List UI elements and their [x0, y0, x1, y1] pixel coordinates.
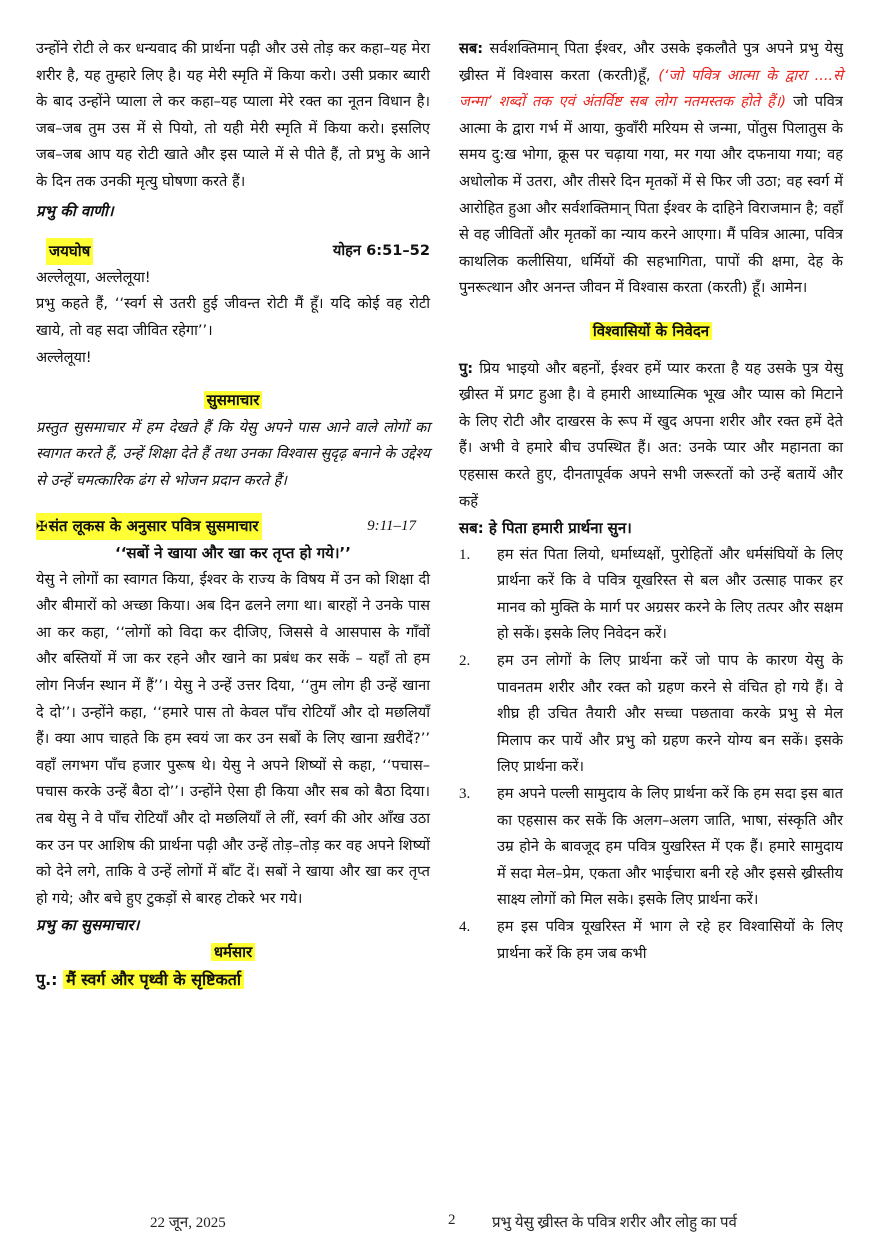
gospel-text: येसु ने लोगों का स्वागत किया, ईश्वर के राज्य के विषय में उन को शिक्षा दी और बीमारों को अच्छा किया। अब दिन ढलने लगा था। बारहों ने उनके पास आ कर कहा, ‘‘लोगों को विदा कर दीजिए, जिससे वे आसपास के गाँवों और बस्तियों में जा कर रहने और खाने का प्रबंध कर सकें – यहाँ तो हम लोग निर्जन स्थान में हैं’’। येसु ने उन्हें उत्तर दिया, ‘‘तुम लोग ही उन्हें खाना दे दो’’। उन्होंने कहा, ‘‘हमारे पास तो केवल पाँच रोटियाँ और दो मछलियाँ हैं। क्या आप चाहते कि हम स्वयं जा कर उन सबों के लिए खाना ख़रीदें?’’ वहाँ लगभग पाँच हजार पुरूष थे। येसु ने अपने शिष्यों से कहा, ‘‘पचास–पचास करके उन्हें बैठा दो’’। उन्होंने ऐसा ही किया और सब को बैठा दिया। तब येसु ने वे पाँच रोटियाँ और दो मछलियाँ ले लीं, स्वर्ग की ओर आँख उठा कर उन पर आशिष की प्रार्थना पढ़ी और उन्हें तोड़–तोड़ कर वह अपने शिष्यों को देने लगे, ताकि वे उन्हें लोगों में बाँट दें। सबों ने खाया और खा कर तृप्त हो गये; और बचे हुए टुकड़ों से बारह टोकरे भर गये। [36, 570, 430, 907]
footer-feast-title: प्रभु येसु ख्रीस्त के पवित्र शरीर और लोहु का पर्व [492, 1215, 737, 1231]
list-item-text: हम उन लोगों के लिए प्रार्थना करें जो पाप के कारण येसु के पावनतम शरीर और रक्त को ग्रहण करने से वंचित हो गये हैं। वे शीघ्र ही उचित तैयारी और सच्चा पछतावा करके प्रभु से मेल मिलाप कर पायें और प्रभु को ग्रहण करने योग्य बन सकें। इसके लिए प्रार्थना करें। [497, 652, 843, 776]
acclamation-line-1: अल्लेलूया, अल्लेलूया! [36, 268, 151, 286]
creed-leader-text: मैं स्वर्ग और पृथ्वी के सृष्टिकर्ता [63, 970, 244, 989]
list-item-text: हम संत पिता लियो, धर्माध्यक्षों, पुरोहितों और धर्मसंघियों के लिए प्रार्थना करें कि वे पवित्र यूखरिस्त से बल और उत्साह पाकर हर मानव को मुक्ति के मार्ग पर अग्रसर करने के लिए तत्पर और सक्षम हो सकें। इसके लिए निवेदन करें। [497, 545, 843, 643]
gospel-heading [36, 387, 430, 415]
gospel-close: प्रभु का सुसमाचार। [36, 916, 140, 935]
acclamation-line-3: अल्लेलूया! [36, 348, 92, 366]
list-item-text: हम इस पवित्र यूखरिस्त में भाग ले रहे हर विश्वासियों के लिए प्रार्थना करें कि हम जब कभी [497, 918, 843, 962]
gospel-title: सुसमाचार [204, 391, 263, 409]
intercessions-leader-paragraph [459, 356, 843, 516]
list-item-number: 3. [459, 786, 471, 803]
acclamation-line-2: प्रभु कहते हैं, ‘‘स्वर्ग से उतरी हुई जीवन्त रोटी मैं हूँ। यदि कोई वह रोटी खाये, तो वह सदा जीवित रहेगा’’। [36, 295, 430, 339]
creed-rubric: (‘जो पवित्र आत्मा के द्वारा ....से जन्मा’ शब्दों तक एवं अंतर्विष्ट सब लोग नतमस्तक होते हैं।) [459, 66, 844, 111]
acclamation-header [36, 238, 430, 265]
creed-all-label: सब: [459, 40, 484, 57]
right-column [459, 36, 843, 967]
creed-text-a: सर्वशक्तिमान् पिता ईश्वर, और उसके इकलौते पुत्र अपने प्रभु येसु ख्रीस्त में विश्वास करता (करती)हूँ, [459, 40, 843, 84]
gospel-headline: ‘‘सबों ने खाया और खा कर तृप्त हो गये।’’ [115, 544, 351, 563]
list-item-number: 1. [459, 546, 471, 563]
list-item [459, 542, 843, 648]
creed-leader-line [36, 967, 430, 994]
intercessions-leader-text: प्रिय भाइयो और बहनों, ईश्वर हमें प्यार करता है यह उसके पुत्र येसु ख्रीस्त में प्रगट हुआ है। वे हमारी आध्यात्मिक भूख और प्यास को मिटाने के लिए रोटी और दाखरस के रूप में खुद अपना शरीर और रक्त हमें देते हैं। अभी वे हमारे बीच उपस्थित हैं। अत: उनके प्यार और महानता का एहसास करते हुए, दीनतापूर्वक अपने सभी जरूरतों को उन्हें बतायें और कहें [459, 359, 844, 510]
maltese-cross-icon: ✠ [36, 518, 48, 535]
acclamation-title: जयघोष [46, 238, 93, 265]
footer-page-number: 2 [448, 1212, 456, 1228]
gospel-reference: 9:11–17 [367, 518, 416, 534]
creed-heading [36, 939, 430, 967]
list-item [459, 914, 843, 967]
creed-text-b: जो पवित्र आत्मा के द्वारा गर्भ में आया, कुवाँरी मरियम से जन्मा, पोंतुस पिलातुस के समय दु:ख भोगा, क्रूस पर चढ़ाया गया, मर गया और दफनाया गया; वह अधोलोक में उतरा, और तीसरे दिन मृतकों में से फिर जी उठा; वह स्वर्ग में आरोहित हुआ और सर्वशक्तिमान् पिता ईश्वर के दाहिने विराजमान है; वहाँ से वह जीवितों और मृतकों का न्याय करने आएगा। मैं पवित्र आत्मा, पवित्र काथलिक कलीसिया, धर्मियों की सहभागिता, पापों की क्षमा, देह के पुनरूत्थान और अनन्त जीवन में विश्वास करता (करती) हूँ। आमेन। [459, 93, 843, 297]
reading-close: प्रभु की वाणी। [36, 201, 114, 220]
intercessions-title: विश्वासियों के निवेदन [590, 322, 712, 340]
footer-date: 22 जून, 2025 [150, 1215, 226, 1231]
gospel-source-row [36, 513, 430, 541]
list-item [459, 648, 843, 781]
creed-leader-label: पु.: [36, 969, 58, 989]
gospel-intro: प्रस्तुत सुसमाचार में हम देखते हैं कि येसु अपने पास आने वाले लोगों का स्वागत करते हैं, उन्हें शिक्षा देते हैं तथा उनका विश्वास सुदृढ़ बनाने के उद्देश्य से उन्हें चमत्कारिक ढंग से भोजन प्रदान करते हैं। [36, 418, 430, 489]
list-item [459, 781, 843, 914]
list-item-number: 2. [459, 653, 471, 670]
creed-all-paragraph [459, 36, 843, 302]
creed-title: धर्मसार [211, 943, 255, 961]
intercessions-heading [459, 318, 843, 346]
list-item-text: हम अपने पल्ली सामुदाय के लिए प्रार्थना करें कि हम सदा इस बात का एहसास कर सकें कि अलग–अलग जाति, भाषा, संस्कृति और उम्र होने के बावजूद हम पवित्र युखरिस्त में एक हैं। हमारे सामुदाय में सदा मेल–प्रेम, एकता और भाईचारा बनी रहे और इससे ख्रीस्तीय साक्ष्य लोगों को मिल सके। इसके लिए प्रार्थना करें। [497, 785, 843, 909]
gospel-source [36, 513, 262, 541]
gospel-source-text: संत लूकस के अनुसार पवित्र सुसमाचार [48, 516, 259, 535]
intercessions-list [459, 542, 843, 968]
list-item-number: 4. [459, 919, 471, 935]
intercessions-leader-label: पु: [459, 359, 474, 377]
reading-text: उन्होंने रोटी ले कर धन्यवाद की प्रार्थना पढ़ी और उसे तोड़ कर कहा–यह मेरा शरीर है, यह तुम्हारे लिए है। यह मेरी स्मृति में किया करो। उसी प्रकार ब्यारी के बाद उन्होंने प्याला ले कर कहा–यह प्याला मेरे रक्त का नूतन विधान है। जब–जब तुम उस में से पियो, तो यही मेरी स्मृति में किया करो। इसलिए जब–जब आप यह रोटी खाते और इस प्याले में से पीते हैं, तो प्रभु के आने के दिन तक उनकी मृत्यु घोषणा करते हैं। [36, 40, 430, 190]
acclamation-reference: योहन 6:51–52 [332, 242, 430, 260]
left-column [36, 36, 430, 993]
intercessions-response: सब: हे पिता हमारी प्रार्थना सुन। [459, 519, 632, 538]
